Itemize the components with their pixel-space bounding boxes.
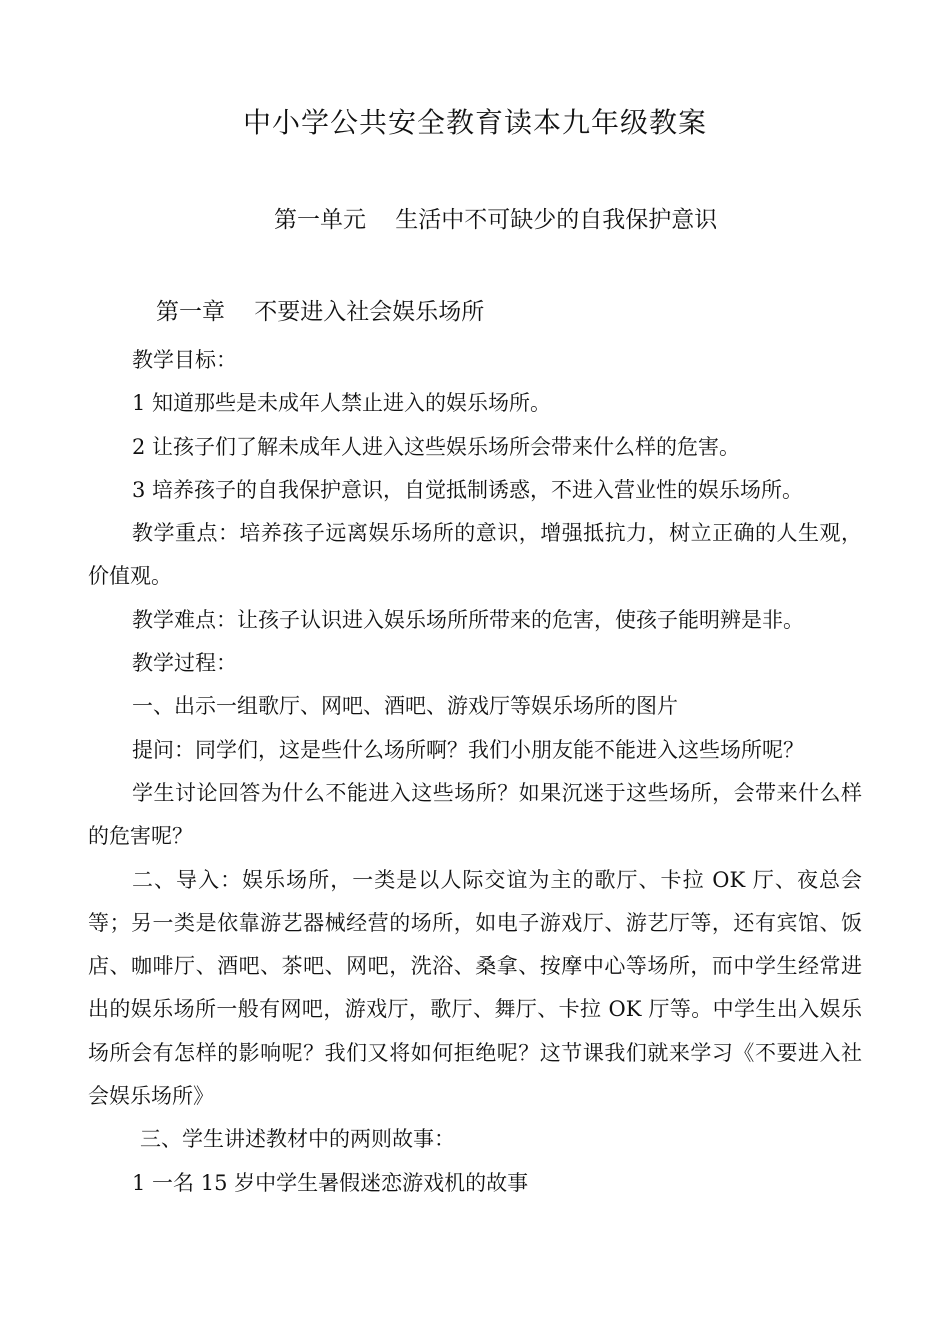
paragraph-step-1: 一、出示一组歌厅、网吧、酒吧、游戏厅等娱乐场所的图片 [132,694,678,719]
document-body [88,339,862,1205]
paragraph-goal-3: 3 培养孩子的自我保护意识，自觉抵制诱惑，不进入营业性的娱乐场所。 [132,477,804,502]
chapter-heading: 第一章 不要进入社会娱乐场所 [156,299,485,325]
document-title: 中小学公共安全教育读本九年级教案 [242,106,707,139]
paragraph-process-heading: 教学过程： [132,651,237,676]
paragraph-introduction: 二、导入：娱乐场所，一类是以人际交谊为主的歌厅、卡拉 OK 厅、夜总会等；另一类是依靠游艺器械经营的场所，如电子游戏厅、游艺厅等，还有宾馆、饭店、咖啡厅、酒吧、茶吧、网吧，洗浴、桑拿、按摩中心等场所，而中学生经常进出的娱乐场所一般有网吧，游戏厅，歌厅、舞厅、卡拉 OK 厅等。中学生出入娱乐场所会有怎样的影响呢？我们又将如何拒绝呢？这节课我们就来学习《不要进入社会娱乐场所》 [88,867,862,1109]
paragraph-question: 提问：同学们，这是些什么场所啊？我们小朋友能不能进入这些场所呢？ [132,737,804,762]
paragraph-goal-2: 2 让孩子们了解未成年人进入这些娱乐场所会带来什么样的危害。 [132,434,741,459]
unit-heading: 第一单元 生活中不可缺少的自我保护意识 [274,207,718,233]
paragraph-goal-1: 1 知道那些是未成年人禁止进入的娱乐场所。 [132,391,552,416]
paragraph-difficulties: 教学难点：让孩子认识进入娱乐场所所带来的危害，使孩子能明辨是非。 [132,607,804,632]
paragraph-step-3: 三、学生讲述教材中的两则故事： [140,1127,455,1152]
paragraph-teaching-goals-heading: 教学目标： [132,348,237,372]
paragraph-story-1: 1 一名 15 岁中学生暑假迷恋游戏机的故事 [132,1170,529,1195]
paragraph-discussion: 学生讨论回答为什么不能进入这些场所？如果沉迷于这些场所，会带来什么样的危害呢？ [88,780,862,849]
paragraph-key-points: 教学重点：培养孩子远离娱乐场所的意识，增强抵抗力，树立正确的人生观，价值观。 [88,521,862,589]
